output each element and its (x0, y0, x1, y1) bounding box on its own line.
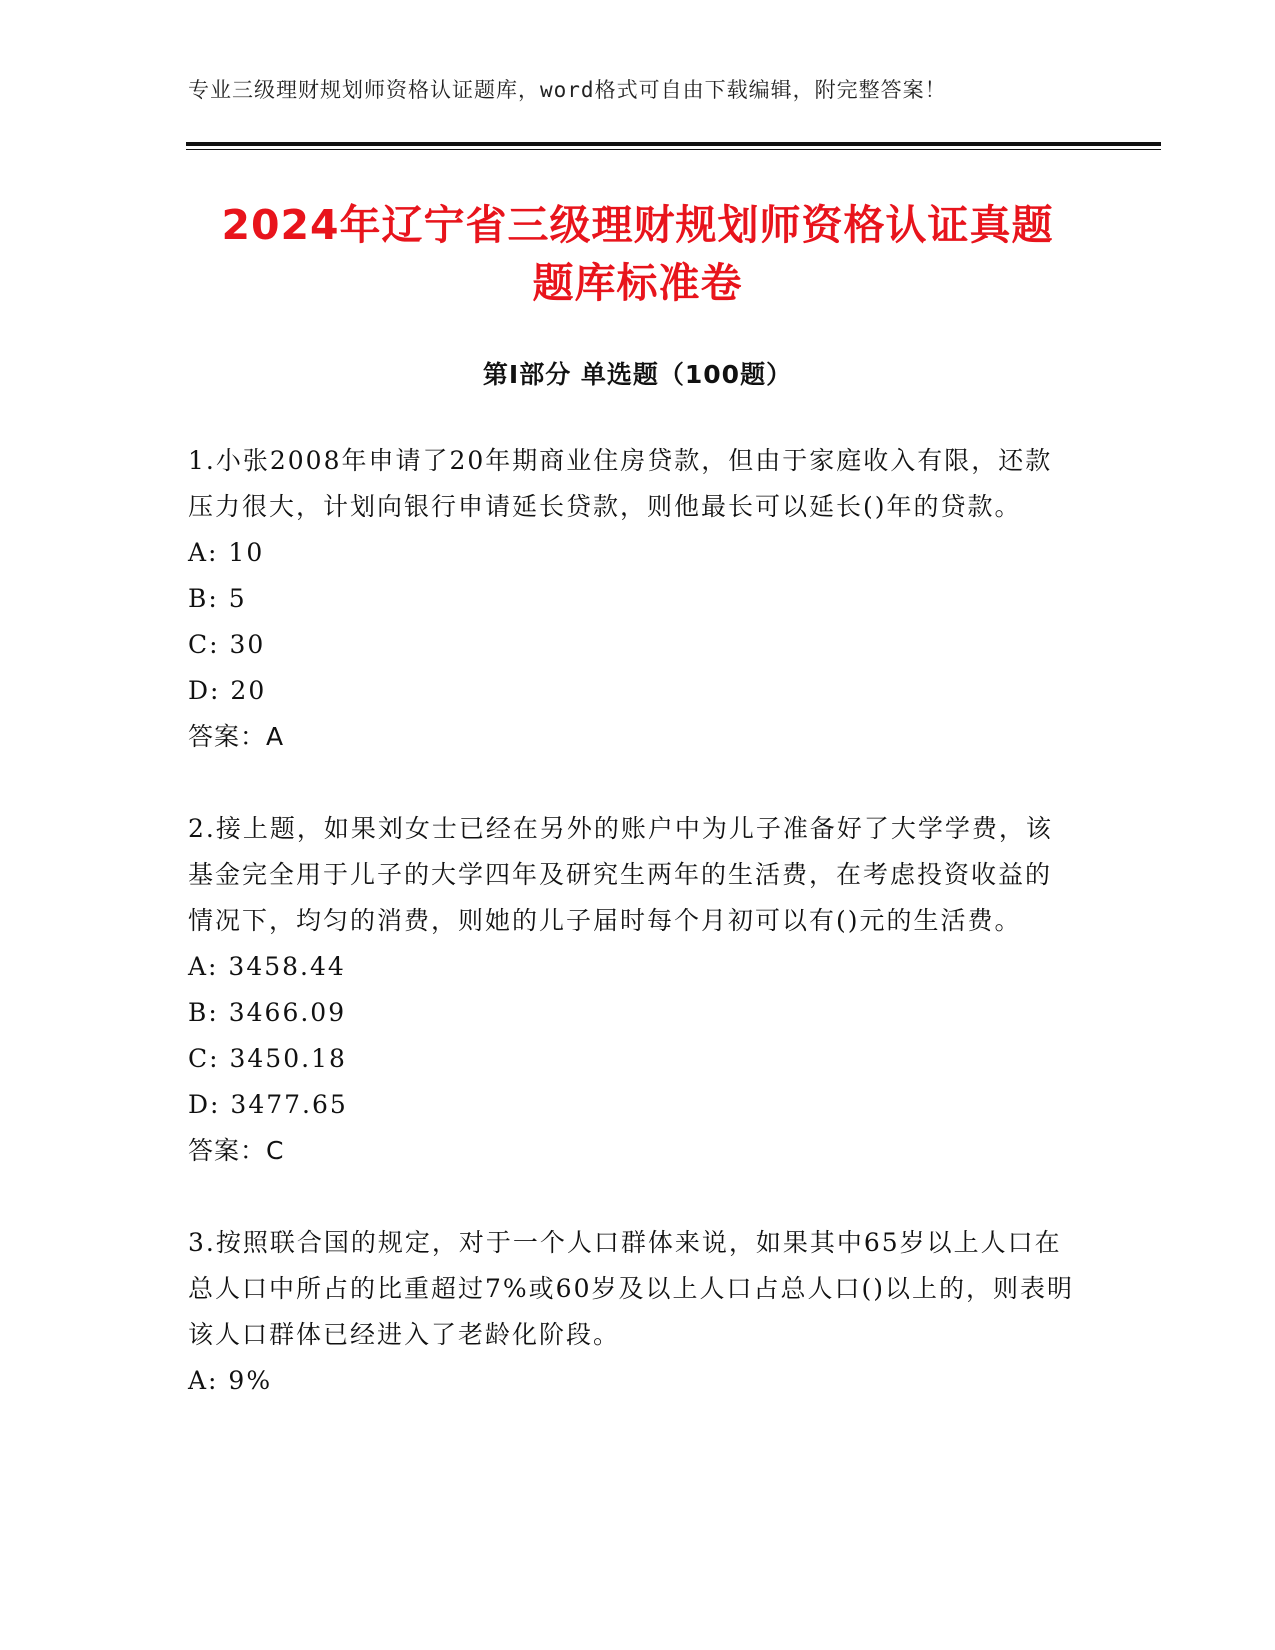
answer: 答案：C (188, 1136, 285, 1165)
option-d: D: 20 (188, 676, 267, 705)
option-a: A: 9% (188, 1366, 273, 1395)
option-c: C: 30 (188, 630, 266, 659)
answer: 答案：A (188, 722, 285, 751)
title-line-1: 2024年辽宁省三级理财规划师资格认证真题 (221, 201, 1054, 249)
header-rule-thin (186, 149, 1161, 150)
option-d: D: 3477.65 (188, 1090, 348, 1119)
option-b: B: 5 (188, 584, 247, 613)
question-text: 3.按照联合国的规定，对于一个人口群体来说，如果其中65岁以上人口在总人口中所占的比重超过7%或60岁及以上人口占总人口()以上的，则表明该人口群体已经进入了老龄化阶段。 (188, 1228, 1074, 1349)
question-1 (188, 438, 1078, 760)
title-line-2: 题库标准卷 (532, 259, 743, 307)
page-header: 专业三级理财规划师资格认证题库，word格式可自由下载编辑，附完整答案！ (188, 78, 947, 102)
question-text: 2.接上题，如果刘女士已经在另外的账户中为儿子准备好了大学学费，该基金完全用于儿子的大学四年及研究生两年的生活费，在考虑投资收益的情况下，均匀的消费，则她的儿子届时每个月初可以有()元的生活费。 (188, 814, 1053, 935)
question-text: 1.小张2008年申请了20年期商业住房贷款，但由于家庭收入有限，还款压力很大，计划向银行申请延长贷款，则他最长可以延长()年的贷款。 (188, 446, 1053, 521)
option-a: A: 10 (188, 538, 265, 567)
section-heading: 第I部分 单选题（100题） (482, 360, 793, 389)
question-2 (188, 806, 1078, 1174)
option-b: B: 3466.09 (188, 998, 347, 1027)
option-c: C: 3450.18 (188, 1044, 347, 1073)
document-title (150, 196, 1125, 312)
question-3 (188, 1220, 1078, 1404)
header-rule-thick (186, 142, 1161, 146)
question-list (188, 438, 1078, 1450)
option-a: A: 3458.44 (188, 952, 346, 981)
